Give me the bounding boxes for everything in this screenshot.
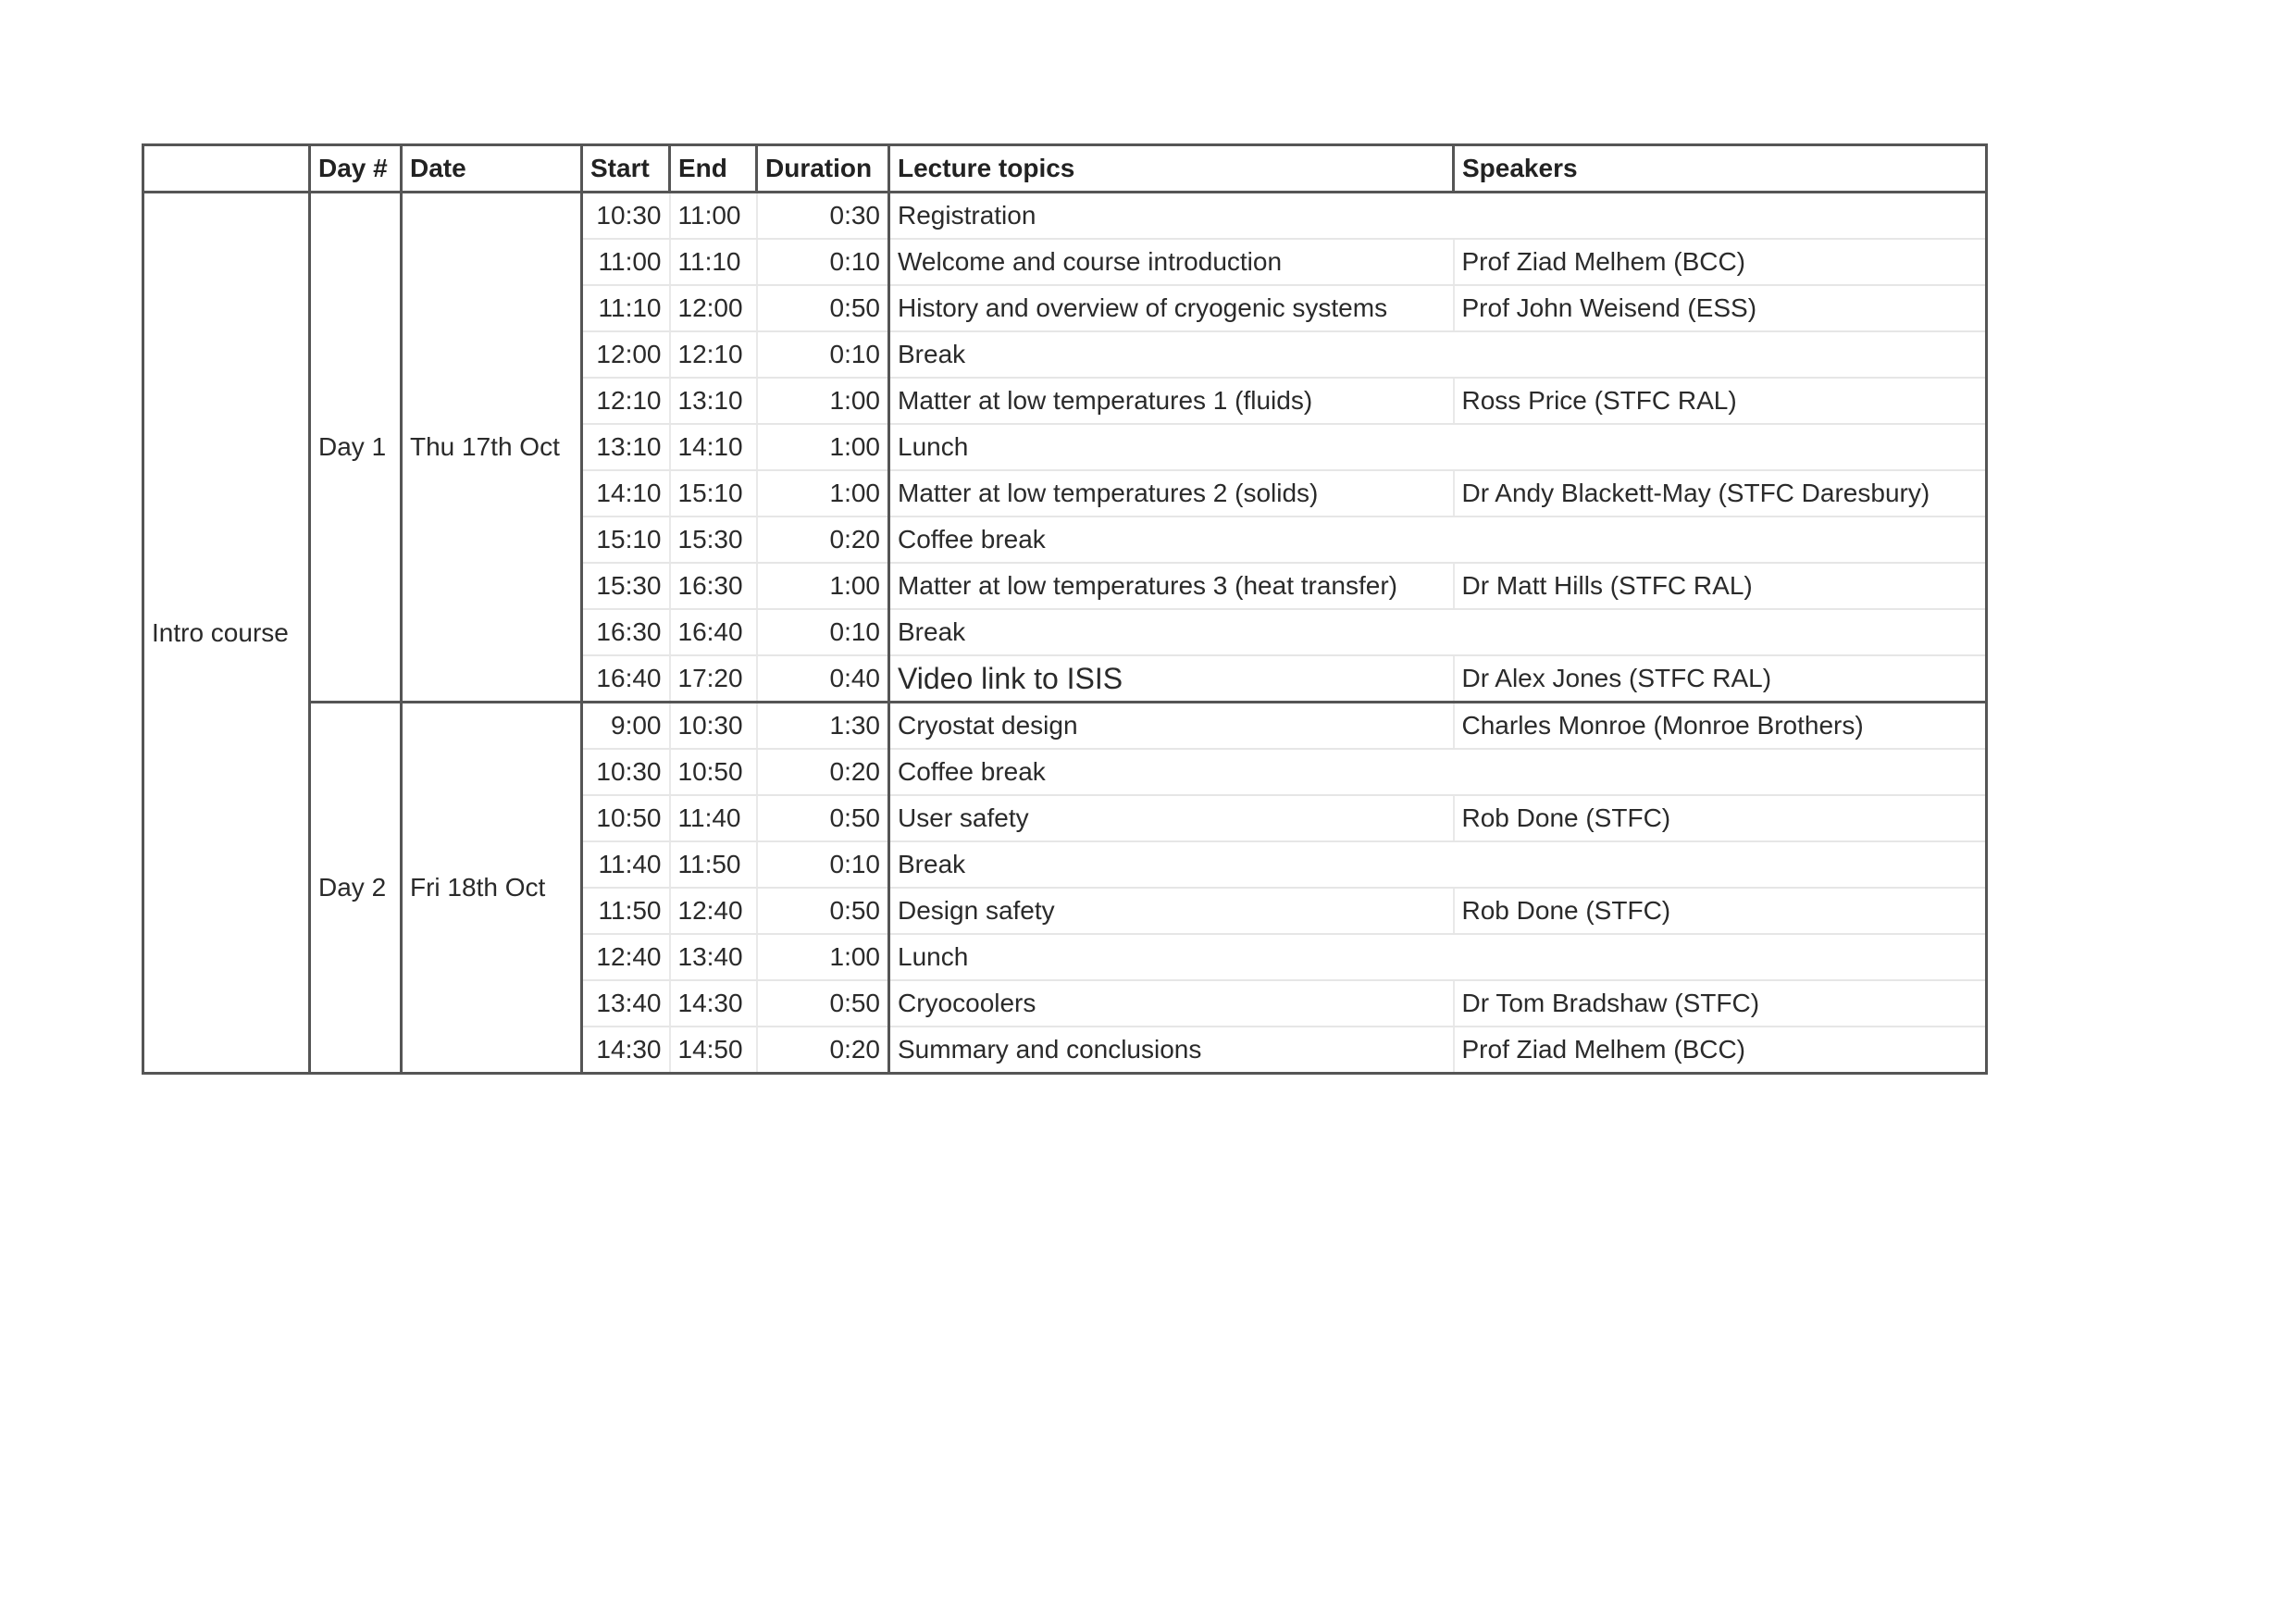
speaker-cell: Ross Price (STFC RAL) xyxy=(1454,378,1987,424)
lecture-topic-cell: Coffee break xyxy=(889,517,1987,563)
lecture-topic-cell: History and overview of cryogenic systems xyxy=(889,285,1454,331)
lecture-topic-cell: Lunch xyxy=(889,424,1987,470)
duration-cell: 0:50 xyxy=(757,795,889,841)
start-time-cell: 15:30 xyxy=(582,563,670,609)
lecture-topic-cell: Cryocoolers xyxy=(889,980,1454,1027)
lecture-topic-cell: Registration xyxy=(889,193,1987,240)
table-row xyxy=(143,703,1987,750)
start-time-cell: 12:40 xyxy=(582,934,670,980)
date-cell: Thu 17th Oct xyxy=(402,193,582,703)
duration-cell: 0:10 xyxy=(757,239,889,285)
header-day: Day # xyxy=(310,145,402,193)
schedule-table xyxy=(142,143,1988,1075)
speaker-cell: Prof John Weisend (ESS) xyxy=(1454,285,1987,331)
header-end: End xyxy=(670,145,757,193)
start-time-cell: 11:00 xyxy=(582,239,670,285)
end-time-cell: 12:40 xyxy=(670,888,757,934)
end-time-cell: 11:00 xyxy=(670,193,757,240)
start-time-cell: 15:10 xyxy=(582,517,670,563)
start-time-cell: 14:10 xyxy=(582,470,670,517)
duration-cell: 0:30 xyxy=(757,193,889,240)
duration-cell: 1:00 xyxy=(757,424,889,470)
lecture-topic-cell: Break xyxy=(889,331,1987,378)
duration-cell: 0:50 xyxy=(757,980,889,1027)
speaker-cell: Rob Done (STFC) xyxy=(1454,888,1987,934)
end-time-cell: 15:10 xyxy=(670,470,757,517)
speaker-cell: Dr Alex Jones (STFC RAL) xyxy=(1454,655,1987,703)
speaker-cell: Rob Done (STFC) xyxy=(1454,795,1987,841)
start-time-cell: 12:00 xyxy=(582,331,670,378)
start-time-cell: 10:30 xyxy=(582,193,670,240)
start-time-cell: 10:30 xyxy=(582,749,670,795)
course-name-cell: Intro course xyxy=(143,193,310,1074)
end-time-cell: 15:30 xyxy=(670,517,757,563)
duration-cell: 0:20 xyxy=(757,517,889,563)
date-cell: Fri 18th Oct xyxy=(402,703,582,1074)
lecture-topic-cell: Lunch xyxy=(889,934,1987,980)
speaker-cell: Dr Tom Bradshaw (STFC) xyxy=(1454,980,1987,1027)
end-time-cell: 10:50 xyxy=(670,749,757,795)
lecture-topic-cell: Break xyxy=(889,609,1987,655)
start-time-cell: 16:30 xyxy=(582,609,670,655)
lecture-topic-cell: Welcome and course introduction xyxy=(889,239,1454,285)
duration-cell: 0:10 xyxy=(757,841,889,888)
end-time-cell: 17:20 xyxy=(670,655,757,703)
duration-cell: 1:00 xyxy=(757,378,889,424)
end-time-cell: 11:10 xyxy=(670,239,757,285)
duration-cell: 1:00 xyxy=(757,934,889,980)
start-time-cell: 16:40 xyxy=(582,655,670,703)
day-number-cell: Day 2 xyxy=(310,703,402,1074)
end-time-cell: 13:10 xyxy=(670,378,757,424)
lecture-topic-cell: Coffee break xyxy=(889,749,1987,795)
header-lecture-topics: Lecture topics xyxy=(889,145,1454,193)
header-duration: Duration xyxy=(757,145,889,193)
start-time-cell: 12:10 xyxy=(582,378,670,424)
speaker-cell: Prof Ziad Melhem (BCC) xyxy=(1454,239,1987,285)
end-time-cell: 16:30 xyxy=(670,563,757,609)
lecture-topic-cell: Matter at low temperatures 2 (solids) xyxy=(889,470,1454,517)
header-date: Date xyxy=(402,145,582,193)
lecture-topic-cell: Summary and conclusions xyxy=(889,1027,1454,1074)
start-time-cell: 11:40 xyxy=(582,841,670,888)
duration-cell: 0:20 xyxy=(757,1027,889,1074)
header-start: Start xyxy=(582,145,670,193)
duration-cell: 1:00 xyxy=(757,563,889,609)
start-time-cell: 14:30 xyxy=(582,1027,670,1074)
speaker-cell: Dr Andy Blackett-May (STFC Daresbury) xyxy=(1454,470,1987,517)
speaker-cell: Prof Ziad Melhem (BCC) xyxy=(1454,1027,1987,1074)
end-time-cell: 16:40 xyxy=(670,609,757,655)
start-time-cell: 11:10 xyxy=(582,285,670,331)
lecture-topic-cell: Cryostat design xyxy=(889,703,1454,750)
header-blank xyxy=(143,145,310,193)
table-row xyxy=(143,193,1987,240)
end-time-cell: 12:00 xyxy=(670,285,757,331)
end-time-cell: 14:10 xyxy=(670,424,757,470)
start-time-cell: 13:40 xyxy=(582,980,670,1027)
end-time-cell: 14:30 xyxy=(670,980,757,1027)
end-time-cell: 14:50 xyxy=(670,1027,757,1074)
duration-cell: 0:20 xyxy=(757,749,889,795)
lecture-topic-cell: Video link to ISIS xyxy=(889,655,1454,703)
duration-cell: 0:40 xyxy=(757,655,889,703)
end-time-cell: 11:40 xyxy=(670,795,757,841)
end-time-cell: 13:40 xyxy=(670,934,757,980)
speaker-cell: Charles Monroe (Monroe Brothers) xyxy=(1454,703,1987,750)
start-time-cell: 10:50 xyxy=(582,795,670,841)
duration-cell: 1:00 xyxy=(757,470,889,517)
day-number-cell: Day 1 xyxy=(310,193,402,703)
duration-cell: 0:50 xyxy=(757,888,889,934)
start-time-cell: 11:50 xyxy=(582,888,670,934)
duration-cell: 0:10 xyxy=(757,609,889,655)
end-time-cell: 10:30 xyxy=(670,703,757,750)
duration-cell: 0:50 xyxy=(757,285,889,331)
start-time-cell: 13:10 xyxy=(582,424,670,470)
lecture-topic-cell: User safety xyxy=(889,795,1454,841)
lecture-topic-cell: Matter at low temperatures 3 (heat transfer) xyxy=(889,563,1454,609)
header-speakers: Speakers xyxy=(1454,145,1987,193)
end-time-cell: 11:50 xyxy=(670,841,757,888)
lecture-topic-cell: Design safety xyxy=(889,888,1454,934)
lecture-topic-cell: Matter at low temperatures 1 (fluids) xyxy=(889,378,1454,424)
duration-cell: 0:10 xyxy=(757,331,889,378)
header-row xyxy=(143,145,1987,193)
start-time-cell: 9:00 xyxy=(582,703,670,750)
end-time-cell: 12:10 xyxy=(670,331,757,378)
duration-cell: 1:30 xyxy=(757,703,889,750)
speaker-cell: Dr Matt Hills (STFC RAL) xyxy=(1454,563,1987,609)
lecture-topic-cell: Break xyxy=(889,841,1987,888)
